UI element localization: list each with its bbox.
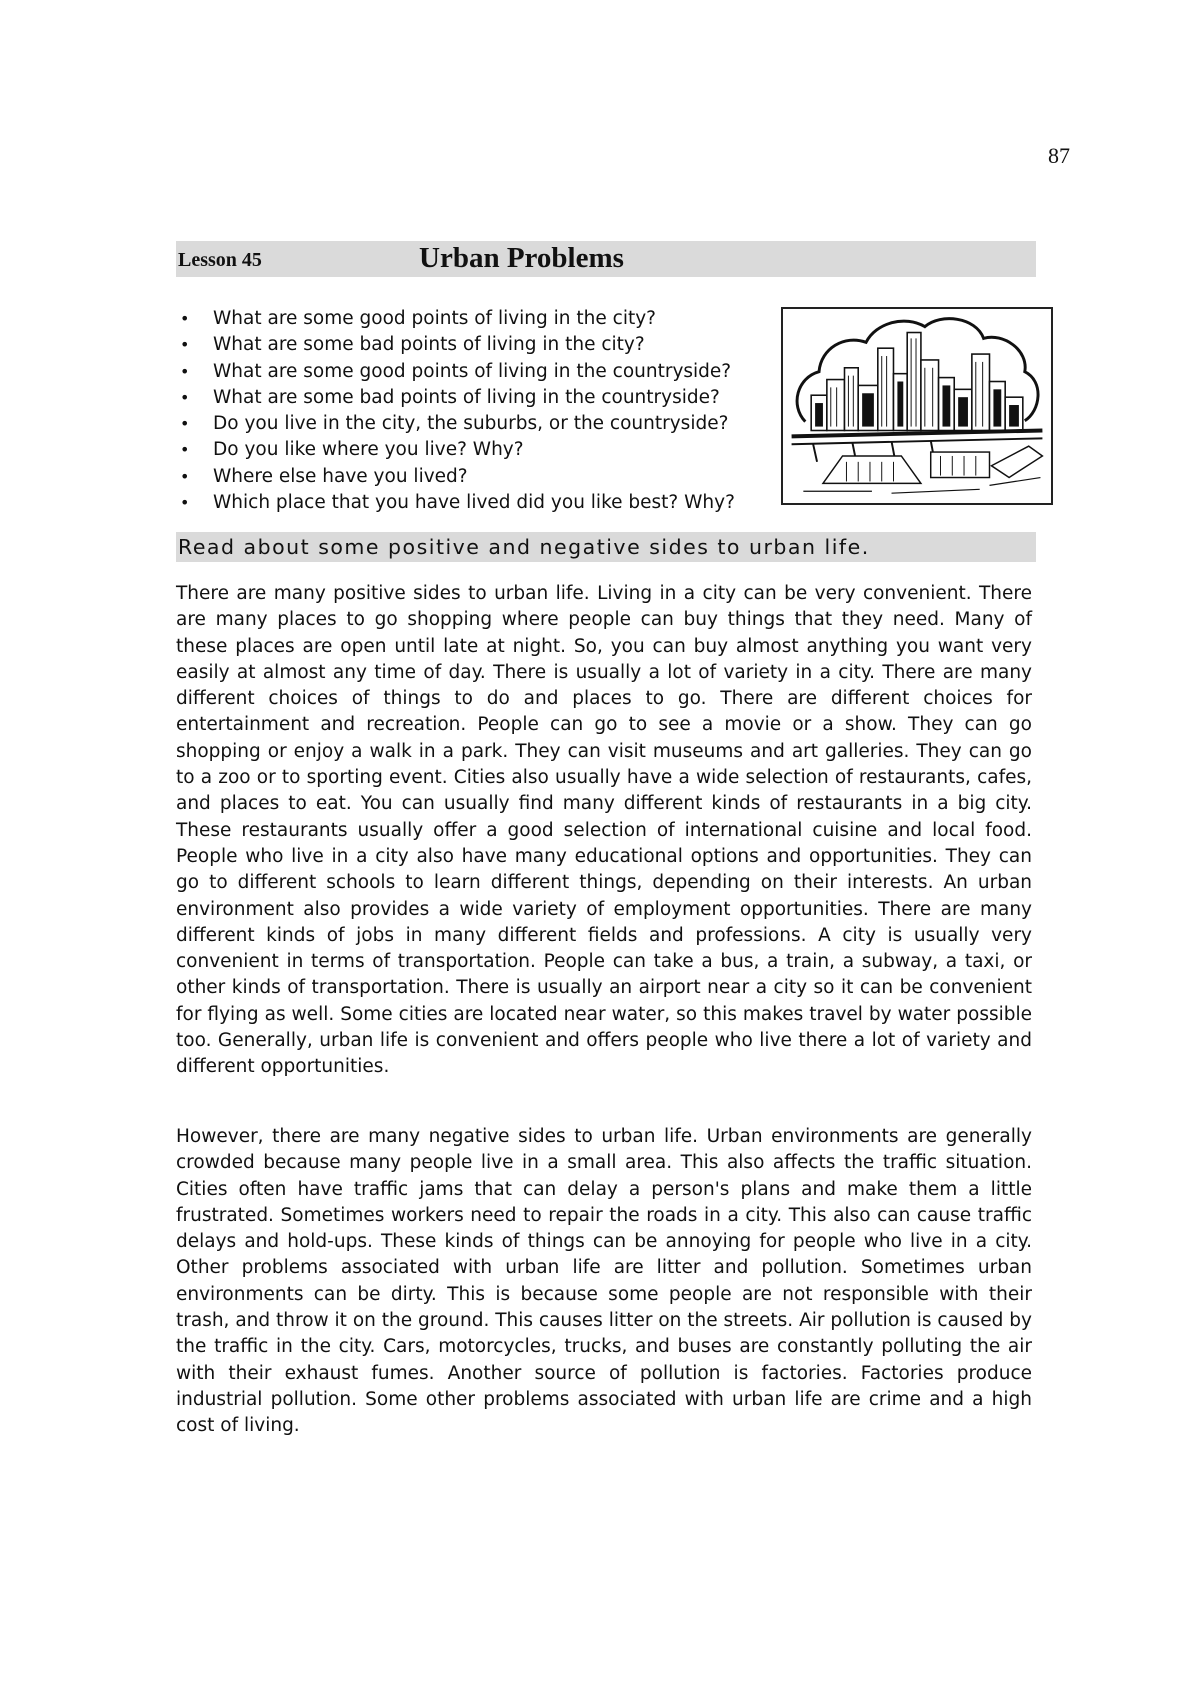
city-skyline-icon <box>781 307 1053 505</box>
reading-paragraph-positive: There are many positive sides to urban life. Living in a city can be very convenient. There are many places to go shopping where people can buy things that they need. Many of these places are open until late at night. So, you can buy almost anything you want very easily at almost any time of day. There is usually a lot of variety in a city. There are many different choices of things to do and places to go. There are different choices for entertainment and recreation. People can go to see a movie or a show. They can go shopping or enjoy a walk in a park. They can visit museums and art galleries. They can go to a zoo or to sporting event. Cities also usually have a wide selection of restaurants, cafes, and places to eat. You can usually find many different kinds of restaurants in a big city. These restaurants usually offer a good selection of international cuisine and local food. People who live in a city also have many educational options and opportunities. They can go to different schools to learn different things, depending on their interests. An urban environment also provides a wide variety of employment opportunities. There are many different kinds of jobs in many different fields and professions. A city is usually very convenient in terms of transportation. People can take a bus, a train, a subway, a taxi, or other kinds of transportation. There is usually an airport near a city so it can be convenient for flying as well. Some cities are located near water, so this makes travel by water possible too. Generally, urban life is convenient and offers people who live there a lot of variety and different opportunities. <box>176 583 1032 1078</box>
question-item <box>176 437 776 463</box>
question-item <box>176 411 776 437</box>
section-heading: Read about some positive and negative sides to urban life. <box>178 535 870 559</box>
question-text: What are some bad points of living in the city? <box>213 334 645 356</box>
bullet-icon: • <box>180 309 190 328</box>
bullet-icon: • <box>180 466 190 486</box>
lesson-label: Lesson 45 <box>178 249 262 271</box>
question-item <box>176 464 776 490</box>
reading-paragraph-negative: However, there are many negative sides to urban life. Urban environments are generally crowded because many people live in a small area. This also affects the traffic situation. Cities often have traffic jams that can delay a person's plans and make them a little frustrated. Sometimes workers need to repair the roads in a city. This also can cause traffic delays and hold-ups. These kinds of things can be annoying for people who live in a city. Other problems associated with urban life are litter and pollution. Sometimes urban environments can be dirty. This is because some people are not responsible with their trash, and throw it on the ground. This causes litter on the streets. Air pollution is caused by the traffic in the city. Cars, motorcycles, trucks, and buses are constantly polluting the air with their exhaust fumes. Another source of pollution is factories. Factories produce industrial pollution. Some other problems associated with urban life are crime and a high cost of living. <box>176 1126 1032 1437</box>
question-text: What are some good points of living in the countryside? <box>213 360 732 382</box>
question-text: Which place that you have lived did you like best? Why? <box>213 492 735 514</box>
lesson-title: Urban Problems <box>419 242 624 274</box>
question-text: What are some bad points of living in the countryside? <box>213 386 720 408</box>
lesson-header <box>176 241 1036 277</box>
bullet-icon: • <box>180 335 190 355</box>
bullet-icon: • <box>180 414 190 434</box>
question-text: Do you like where you live? Why? <box>213 439 524 461</box>
question-item <box>176 359 776 385</box>
question-item <box>176 306 776 332</box>
section-header <box>176 532 1036 562</box>
question-text: What are some good points of living in the city? <box>213 308 656 329</box>
bullet-icon: • <box>180 493 190 513</box>
question-text: Do you live in the city, the suburbs, or the countryside? <box>213 413 729 435</box>
question-item <box>176 490 776 516</box>
bullet-icon: • <box>180 387 190 407</box>
bullet-icon: • <box>180 440 190 460</box>
question-text: Where else have you lived? <box>213 465 468 487</box>
question-item <box>176 385 776 411</box>
question-item <box>176 332 776 358</box>
discussion-questions <box>176 306 776 516</box>
bullet-icon: • <box>180 361 190 381</box>
page-number: 87 <box>1048 143 1070 168</box>
